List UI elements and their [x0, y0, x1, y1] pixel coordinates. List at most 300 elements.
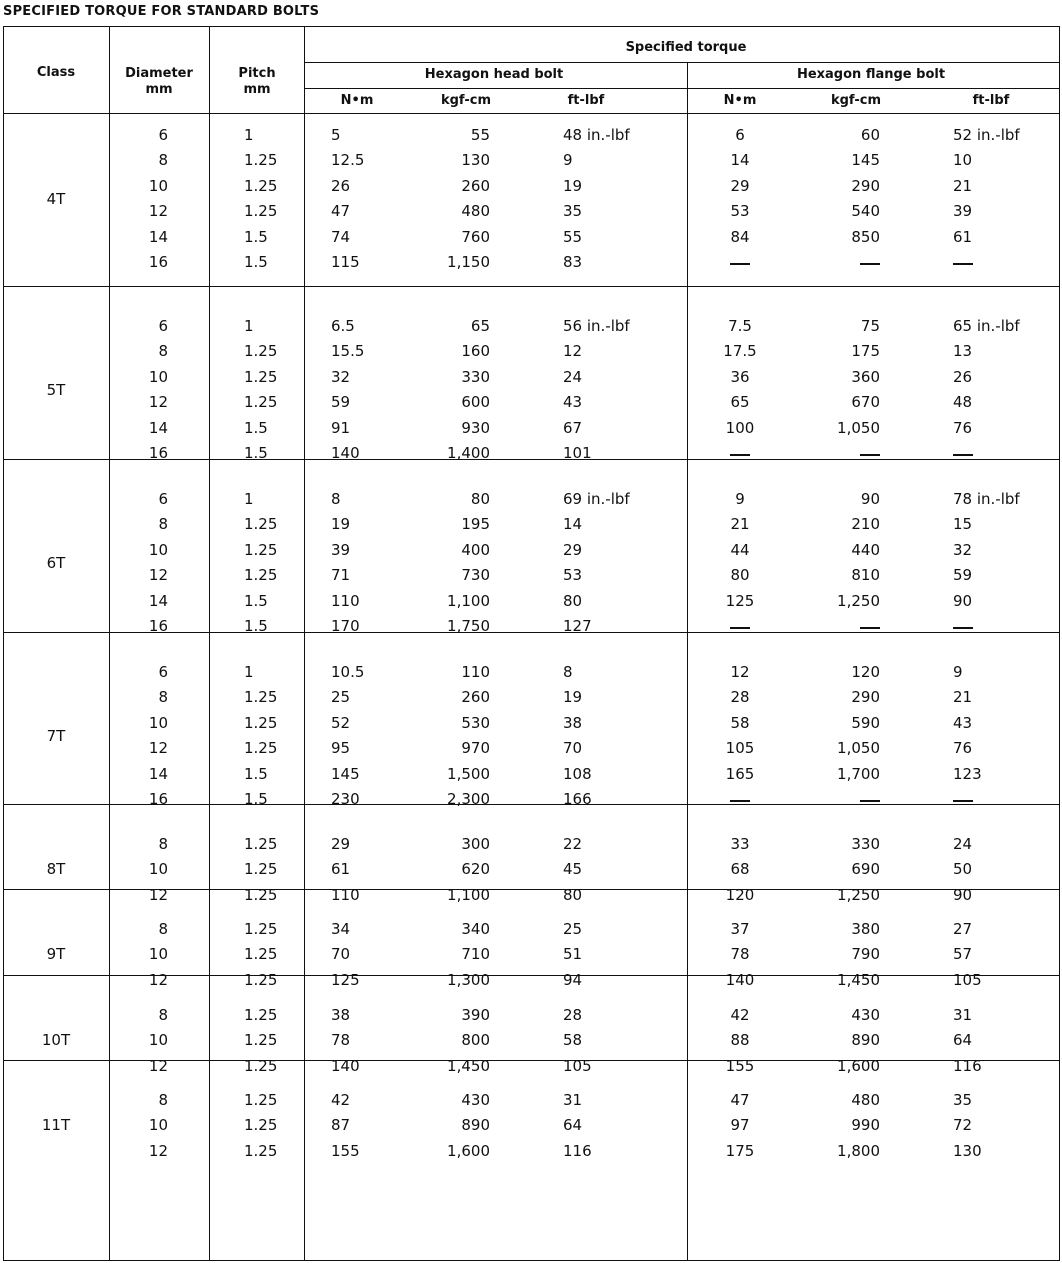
head-ftlbf-cell: 38 [563, 713, 583, 732]
pitch-cell: 1.5 [244, 764, 268, 783]
head-kgf-cell: 430 [461, 1091, 490, 1109]
flange-kgf-cell: 290 [851, 688, 880, 707]
flange-nm-cell: 165 [725, 764, 755, 783]
flange-nm-cell: 6 [735, 126, 745, 144]
flange-nm-cell: 175 [725, 1141, 755, 1160]
header-divider [304, 88, 1059, 89]
head-nm-cell: 38 [331, 1006, 351, 1024]
flange-nm-cell: 155 [725, 1056, 755, 1075]
class-cell: 7T [46, 726, 66, 745]
head-nm-cell: 140 [331, 444, 360, 462]
pitch-cell: 1.25 [244, 1116, 278, 1135]
pitch-cell: 1.5 [244, 591, 268, 610]
flange-kgf-cell: 360 [851, 367, 880, 386]
flange-kgf-cell: 1,450 [837, 970, 880, 989]
flange-kgf-cell: 1,600 [837, 1056, 880, 1075]
pitch-cell: 1.25 [244, 920, 278, 938]
group-divider [4, 1060, 1059, 1061]
flange-nm-cell: 53 [730, 202, 750, 221]
diameter-cell: 12 [148, 566, 168, 585]
head-kgf-cell: 1,100 [447, 885, 490, 904]
head-nm-cell: 140 [331, 1056, 360, 1075]
flange-ftlbf-cell: 50 [953, 860, 973, 879]
class-cell: 4T [46, 189, 66, 208]
pitch-cell: 1.25 [244, 151, 278, 170]
head-kgf-cell: 800 [461, 1031, 490, 1050]
head-nm-cell: 59 [331, 393, 351, 412]
flange-nm-cell: 47 [730, 1091, 750, 1109]
pitch-cell: 1.25 [244, 739, 278, 758]
diameter-cell: 8 [158, 342, 168, 361]
head-kgf-cell: 400 [461, 540, 490, 559]
head-ftlbf-cell: 53 [563, 566, 583, 585]
head-ftlbf-cell: 48 in.-lbf [563, 126, 630, 144]
head-nm-cell: 25 [331, 688, 351, 707]
head-ftlbf-cell: 19 [563, 688, 583, 707]
head-ftlbf-cell: 8 [563, 663, 573, 681]
pitch-header: Pitch [238, 66, 276, 81]
diameter-cell: 8 [158, 688, 168, 707]
column-divider [304, 27, 305, 1260]
flange-ftlbf-cell: 52 in.-lbf [953, 126, 1020, 144]
page-title: SPECIFIED TORQUE FOR STANDARD BOLTS [3, 4, 320, 19]
head-ftlbf-cell: 101 [563, 444, 592, 462]
head-kgf-cell: 330 [461, 367, 490, 386]
flange-kgf-cell: 990 [851, 1116, 880, 1135]
diameter-cell: 10 [148, 1116, 168, 1135]
head-nm-header: N•m [340, 93, 374, 108]
head-nm-cell: 47 [331, 202, 351, 221]
column-divider [209, 27, 210, 1260]
diameter-cell: 10 [148, 860, 168, 879]
torque-table [3, 26, 1060, 1261]
flange-kgf-cell: 430 [851, 1006, 880, 1024]
flange-nm-cell: 37 [730, 920, 750, 938]
head-nm-cell: 10.5 [331, 663, 365, 681]
flange-kgf-cell: 850 [851, 227, 880, 246]
diameter-cell: 10 [148, 713, 168, 732]
head-kgf-cell: 970 [461, 739, 490, 758]
flange-ftlbf-header: ft-lbf [972, 93, 1010, 108]
flange-ftlbf-cell: 9 [953, 663, 963, 681]
flange-kgf-cell: 175 [851, 342, 880, 361]
head-ftlbf-cell: 67 [563, 418, 583, 437]
flange-nm-cell: 42 [730, 1006, 750, 1024]
head-ftlbf-cell: 127 [563, 617, 592, 635]
flange-ftlbf-cell: 59 [953, 566, 973, 585]
flange-ftlbf-cell: 105 [953, 970, 982, 989]
flange-nm-cell: 105 [725, 739, 755, 758]
flange-nm-cell: 58 [730, 713, 750, 732]
pitch-cell: 1.25 [244, 393, 278, 412]
flange-kgf-cell [860, 256, 880, 271]
head-ftlbf-cell: 70 [563, 739, 583, 758]
head-nm-cell: 39 [331, 540, 351, 559]
head-ftlbf-cell: 45 [563, 860, 583, 879]
head-kgf-cell: 300 [461, 835, 490, 853]
head-nm-cell: 95 [331, 739, 351, 758]
flange-ftlbf-cell: 27 [953, 920, 973, 938]
column-divider [109, 27, 110, 1260]
diameter-cell: 12 [148, 885, 168, 904]
head-ftlbf-cell: 80 [563, 885, 583, 904]
diameter-cell: 10 [148, 176, 168, 195]
head-ftlbf-cell: 19 [563, 176, 583, 195]
flange-kgf-cell: 810 [851, 566, 880, 585]
diameter-cell: 6 [158, 317, 168, 335]
diameter-cell: 16 [148, 790, 168, 808]
flange-ftlbf-cell: 32 [953, 540, 973, 559]
head-ftlbf-cell: 35 [563, 202, 583, 221]
head-nm-cell: 61 [331, 860, 351, 879]
diameter-cell: 14 [148, 418, 168, 437]
head-nm-cell: 70 [331, 945, 351, 964]
diameter-cell: 8 [158, 151, 168, 170]
specified-torque-header: Specified torque [625, 40, 747, 55]
flange-nm-cell: 88 [730, 1031, 750, 1050]
diameter-unit: mm [145, 82, 173, 97]
flange-ftlbf-cell: 61 [953, 227, 973, 246]
head-ftlbf-cell: 80 [563, 591, 583, 610]
pitch-cell: 1.25 [244, 202, 278, 221]
pitch-cell: 1 [244, 126, 254, 144]
flange-nm-cell: 14 [730, 151, 750, 170]
flange-nm-cell: 36 [730, 367, 750, 386]
head-nm-cell: 110 [331, 885, 360, 904]
flange-kgf-cell: 75 [860, 317, 880, 335]
group-divider [4, 804, 1059, 805]
flange-nm-cell: 65 [730, 393, 750, 412]
pitch-cell: 1 [244, 490, 254, 508]
diameter-cell: 8 [158, 920, 168, 938]
diameter-cell: 14 [148, 764, 168, 783]
head-kgf-cell: 620 [461, 860, 490, 879]
head-nm-cell: 8 [331, 490, 341, 508]
flange-kgf-cell: 380 [851, 920, 880, 938]
diameter-cell: 12 [148, 393, 168, 412]
hex-flange-header: Hexagon flange bolt [796, 67, 946, 82]
head-ftlbf-cell: 9 [563, 151, 573, 170]
head-kgf-cell: 480 [461, 202, 490, 221]
head-ftlbf-cell: 94 [563, 970, 583, 989]
flange-ftlbf-cell: 57 [953, 945, 973, 964]
flange-nm-cell: 44 [730, 540, 750, 559]
flange-kgf-cell: 590 [851, 713, 880, 732]
flange-kgf-cell: 1,050 [837, 418, 880, 437]
head-ftlbf-cell: 12 [563, 342, 583, 361]
head-kgf-cell: 340 [461, 920, 490, 938]
pitch-cell: 1 [244, 663, 254, 681]
head-kgf-cell: 1,500 [447, 764, 490, 783]
pitch-cell: 1.25 [244, 367, 278, 386]
flange-nm-cell: 100 [725, 418, 755, 437]
head-nm-cell: 26 [331, 176, 351, 195]
head-ftlbf-cell: 25 [563, 920, 583, 938]
head-kgf-cell: 1,600 [447, 1141, 490, 1160]
diameter-cell: 6 [158, 126, 168, 144]
head-kgf-cell: 260 [461, 688, 490, 707]
diameter-cell: 10 [148, 367, 168, 386]
flange-kgf-cell: 890 [851, 1031, 880, 1050]
diameter-cell: 12 [148, 1141, 168, 1160]
head-kgf-cell: 160 [461, 342, 490, 361]
diameter-cell: 16 [148, 444, 168, 462]
head-kgf-cell: 1,750 [447, 617, 490, 635]
diameter-cell: 8 [158, 1006, 168, 1024]
class-cell: 11T [41, 1116, 71, 1135]
class-header: Class [36, 65, 76, 80]
head-kgf-cell: 130 [461, 151, 490, 170]
head-ftlbf-cell: 83 [563, 253, 583, 271]
flange-nm-cell: 84 [730, 227, 750, 246]
head-kgf-cell: 65 [470, 317, 490, 335]
pitch-cell: 1.25 [244, 515, 278, 534]
flange-ftlbf-cell: 90 [953, 591, 973, 610]
flange-nm-cell: 17.5 [723, 342, 757, 361]
diameter-cell: 8 [158, 1091, 168, 1109]
head-ftlbf-cell: 56 in.-lbf [563, 317, 630, 335]
head-ftlbf-header: ft-lbf [567, 93, 605, 108]
flange-ftlbf-cell [953, 793, 973, 808]
flange-ftlbf-cell: 35 [953, 1091, 973, 1109]
flange-kgf-cell: 145 [851, 151, 880, 170]
pitch-cell: 1.5 [244, 790, 268, 808]
flange-ftlbf-cell: 130 [953, 1141, 982, 1160]
class-cell: 6T [46, 553, 66, 572]
pitch-cell: 1.25 [244, 540, 278, 559]
flange-nm-cell: 78 [730, 945, 750, 964]
diameter-header: Diameter [125, 66, 193, 81]
head-ftlbf-cell: 58 [563, 1031, 583, 1050]
class-cell: 8T [46, 860, 66, 879]
flange-ftlbf-cell: 39 [953, 202, 973, 221]
head-nm-cell: 19 [331, 515, 351, 534]
diameter-cell: 6 [158, 490, 168, 508]
pitch-cell: 1.25 [244, 970, 278, 989]
flange-ftlbf-cell: 10 [953, 151, 973, 170]
flange-nm-cell: 140 [725, 970, 755, 989]
flange-ftlbf-cell: 64 [953, 1031, 973, 1050]
head-kgf-cell: 80 [470, 490, 490, 508]
flange-kgf-cell: 670 [851, 393, 880, 412]
pitch-cell: 1.5 [244, 617, 268, 635]
flange-nm-cell [730, 793, 750, 808]
head-kgf-cell: 600 [461, 393, 490, 412]
column-divider [687, 63, 688, 1260]
flange-kgf-cell [860, 793, 880, 808]
flange-kgf-cell: 120 [851, 663, 880, 681]
flange-ftlbf-cell: 13 [953, 342, 973, 361]
flange-ftlbf-cell: 15 [953, 515, 973, 534]
head-ftlbf-cell: 69 in.-lbf [563, 490, 630, 508]
head-nm-cell: 110 [331, 591, 360, 610]
group-divider [4, 889, 1059, 890]
head-kgf-header: kgf-cm [440, 93, 492, 108]
head-ftlbf-cell: 29 [563, 540, 583, 559]
pitch-cell: 1 [244, 317, 254, 335]
flange-nm-header: N•m [723, 93, 757, 108]
flange-kgf-cell: 690 [851, 860, 880, 879]
pitch-cell: 1.25 [244, 860, 278, 879]
flange-ftlbf-cell: 21 [953, 688, 973, 707]
flange-nm-cell: 9 [735, 490, 745, 508]
flange-ftlbf-cell: 116 [953, 1056, 982, 1075]
flange-ftlbf-cell: 26 [953, 367, 973, 386]
head-nm-cell: 5 [331, 126, 341, 144]
class-cell: 10T [41, 1031, 71, 1050]
flange-nm-cell: 7.5 [728, 317, 752, 335]
pitch-cell: 1.25 [244, 566, 278, 585]
head-ftlbf-cell: 64 [563, 1116, 583, 1135]
flange-ftlbf-cell: 24 [953, 835, 973, 853]
flange-ftlbf-cell: 76 [953, 418, 973, 437]
head-nm-cell: 115 [331, 253, 360, 271]
group-divider [4, 286, 1059, 287]
head-nm-cell: 6.5 [331, 317, 355, 335]
head-nm-cell: 15.5 [331, 342, 365, 361]
diameter-cell: 8 [158, 835, 168, 853]
diameter-cell: 12 [148, 202, 168, 221]
pitch-cell: 1.5 [244, 444, 268, 462]
head-kgf-cell: 1,150 [447, 253, 490, 271]
class-cell: 9T [46, 945, 66, 964]
head-ftlbf-cell: 166 [563, 790, 592, 808]
head-kgf-cell: 55 [470, 126, 490, 144]
diameter-cell: 16 [148, 617, 168, 635]
pitch-cell: 1.5 [244, 253, 268, 271]
pitch-unit: mm [243, 82, 271, 97]
head-kgf-cell: 260 [461, 176, 490, 195]
pitch-cell: 1.25 [244, 1006, 278, 1024]
head-kgf-cell: 1,400 [447, 444, 490, 462]
flange-ftlbf-cell: 72 [953, 1116, 973, 1135]
head-nm-cell: 42 [331, 1091, 351, 1109]
flange-ftlbf-cell: 65 in.-lbf [953, 317, 1020, 335]
flange-nm-cell: 68 [730, 860, 750, 879]
flange-kgf-cell: 60 [860, 126, 880, 144]
head-nm-cell: 52 [331, 713, 351, 732]
head-kgf-cell: 195 [461, 515, 490, 534]
pitch-cell: 1.25 [244, 713, 278, 732]
pitch-cell: 1.5 [244, 418, 268, 437]
flange-ftlbf-cell: 43 [953, 713, 973, 732]
head-nm-cell: 74 [331, 227, 351, 246]
flange-ftlbf-cell: 21 [953, 176, 973, 195]
flange-nm-cell: 33 [730, 835, 750, 853]
flange-kgf-cell: 210 [851, 515, 880, 534]
head-kgf-cell: 890 [461, 1116, 490, 1135]
head-nm-cell: 78 [331, 1031, 351, 1050]
head-kgf-cell: 2,300 [447, 790, 490, 808]
diameter-cell: 14 [148, 227, 168, 246]
pitch-cell: 1.25 [244, 342, 278, 361]
pitch-cell: 1.5 [244, 227, 268, 246]
pitch-cell: 1.25 [244, 1031, 278, 1050]
diameter-cell: 10 [148, 540, 168, 559]
flange-ftlbf-cell: 76 [953, 739, 973, 758]
diameter-cell: 16 [148, 253, 168, 271]
flange-kgf-cell: 330 [851, 835, 880, 853]
flange-nm-cell: 29 [730, 176, 750, 195]
flange-kgf-cell: 1,700 [837, 764, 880, 783]
head-ftlbf-cell: 28 [563, 1006, 583, 1024]
flange-nm-cell: 28 [730, 688, 750, 707]
head-ftlbf-cell: 55 [563, 227, 583, 246]
head-nm-cell: 32 [331, 367, 351, 386]
group-divider [4, 975, 1059, 976]
flange-kgf-cell: 1,800 [837, 1141, 880, 1160]
head-ftlbf-cell: 116 [563, 1141, 592, 1160]
flange-ftlbf-cell: 90 [953, 885, 973, 904]
head-nm-cell: 230 [331, 790, 360, 808]
flange-nm-cell: 12 [730, 663, 750, 681]
head-kgf-cell: 1,450 [447, 1056, 490, 1075]
diameter-cell: 10 [148, 1031, 168, 1050]
head-nm-cell: 71 [331, 566, 351, 585]
head-ftlbf-cell: 51 [563, 945, 583, 964]
flange-nm-cell: 120 [725, 885, 755, 904]
pitch-cell: 1.25 [244, 1141, 278, 1160]
head-kgf-cell: 1,300 [447, 970, 490, 989]
flange-ftlbf-cell [953, 256, 973, 271]
head-kgf-cell: 930 [461, 418, 490, 437]
head-nm-cell: 125 [331, 970, 360, 989]
head-kgf-cell: 530 [461, 713, 490, 732]
flange-kgf-cell: 480 [851, 1091, 880, 1109]
pitch-cell: 1.25 [244, 176, 278, 195]
head-kgf-cell: 760 [461, 227, 490, 246]
flange-kgf-cell: 290 [851, 176, 880, 195]
head-nm-cell: 170 [331, 617, 360, 635]
head-ftlbf-cell: 105 [563, 1056, 592, 1075]
group-divider [4, 632, 1059, 633]
flange-kgf-cell: 1,250 [837, 885, 880, 904]
flange-kgf-cell: 790 [851, 945, 880, 964]
flange-kgf-cell: 440 [851, 540, 880, 559]
head-kgf-cell: 390 [461, 1006, 490, 1024]
diameter-cell: 6 [158, 663, 168, 681]
diameter-cell: 14 [148, 591, 168, 610]
diameter-cell: 8 [158, 515, 168, 534]
head-nm-cell: 91 [331, 418, 351, 437]
flange-ftlbf-cell: 31 [953, 1006, 973, 1024]
pitch-cell: 1.25 [244, 835, 278, 853]
head-ftlbf-cell: 24 [563, 367, 583, 386]
head-kgf-cell: 110 [461, 663, 490, 681]
diameter-cell: 12 [148, 970, 168, 989]
head-nm-cell: 87 [331, 1116, 351, 1135]
header-bottom-line [4, 113, 1059, 114]
flange-nm-cell [730, 256, 750, 271]
pitch-cell: 1.25 [244, 945, 278, 964]
flange-nm-cell: 80 [730, 566, 750, 585]
pitch-cell: 1.25 [244, 1091, 278, 1109]
diameter-cell: 12 [148, 739, 168, 758]
pitch-cell: 1.25 [244, 885, 278, 904]
group-divider [4, 459, 1059, 460]
head-nm-cell: 34 [331, 920, 351, 938]
pitch-cell: 1.25 [244, 688, 278, 707]
head-nm-cell: 12.5 [331, 151, 365, 170]
head-ftlbf-cell: 43 [563, 393, 583, 412]
diameter-cell: 12 [148, 1056, 168, 1075]
flange-nm-cell: 125 [725, 591, 755, 610]
flange-kgf-header: kgf-cm [830, 93, 882, 108]
flange-kgf-cell: 1,250 [837, 591, 880, 610]
flange-ftlbf-cell: 48 [953, 393, 973, 412]
flange-nm-cell: 21 [730, 515, 750, 534]
head-ftlbf-cell: 108 [563, 764, 592, 783]
